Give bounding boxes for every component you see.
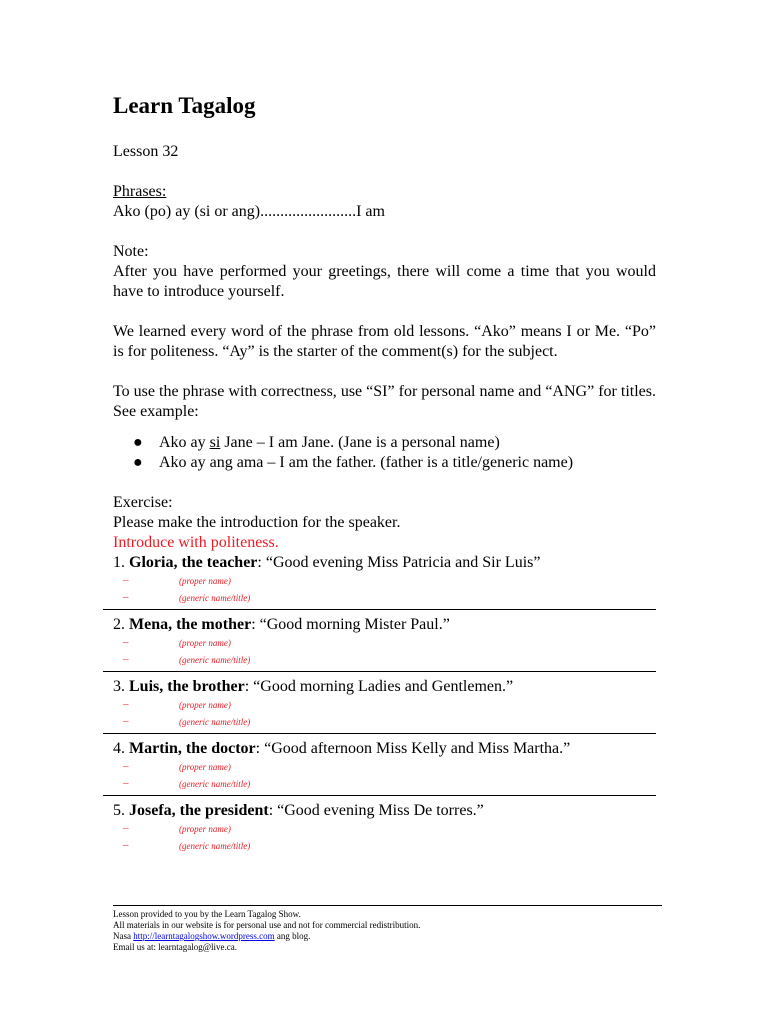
exercise-speaker: Gloria, the teacher: [129, 554, 258, 571]
proper-name-label: (proper name): [179, 638, 231, 648]
example-list: [113, 433, 656, 473]
exercise-number: 3.: [113, 678, 129, 695]
footer-line-3-prefix: Nasa: [113, 931, 134, 941]
example-2-text: Ako ay ang ama – I am the father. (father is a title/generic name): [159, 454, 574, 471]
phrases-heading: [113, 182, 656, 202]
dash-icon: –: [123, 653, 129, 665]
exercise-speaker: Josefa, the president: [129, 802, 269, 819]
proper-name-label: (proper name): [179, 700, 231, 710]
footer-line-2: All materials in our website is for personal use and not for commercial redistribution.: [113, 920, 421, 930]
dash-icon: –: [123, 777, 129, 789]
example-1-prefix: Ako ay: [159, 434, 210, 451]
bullet-icon: ●: [133, 434, 143, 451]
dash-icon: –: [123, 715, 129, 727]
blog-link[interactable]: http://learntagalogshow.wordpress.com: [133, 931, 275, 941]
footer-line-3-suffix: ang blog.: [274, 931, 311, 941]
proper-name-answer-line: [113, 635, 656, 652]
dash-icon: –: [123, 760, 129, 772]
list-item: [113, 453, 656, 473]
exercise-line: [113, 739, 656, 759]
exercise-number: 4.: [113, 740, 129, 757]
exercise-item: [113, 734, 656, 796]
generic-name-answer-line: [113, 838, 656, 855]
example-1-rest: Jane – I am Jane. (Jane is a personal name): [220, 434, 500, 451]
list-item: [113, 433, 656, 453]
exercise-quote: : “Good morning Ladies and Gentlemen.”: [244, 678, 514, 695]
dash-icon: –: [123, 839, 129, 851]
footer: [113, 903, 662, 953]
exercise-line: [113, 677, 656, 697]
generic-name-answer-line: [113, 590, 656, 607]
generic-name-label: (generic name/title): [179, 841, 251, 851]
generic-name-answer-line: [113, 652, 656, 669]
phrases-heading-text: Phrases:: [113, 183, 167, 200]
proper-name-label: (proper name): [179, 576, 231, 586]
note-paragraph: After you have performed your greetings, there will come a time that you would have to introduce yourself.: [113, 263, 656, 300]
lesson-number: Lesson 32: [113, 143, 179, 160]
generic-name-answer-line: [113, 714, 656, 731]
dash-icon: –: [123, 591, 129, 603]
proper-name-label: (proper name): [179, 824, 231, 834]
footer-divider: [113, 905, 662, 906]
note-heading: Note:: [113, 243, 149, 260]
exercise-line: [113, 615, 656, 635]
exercise-number: 1.: [113, 554, 129, 571]
exercise-speaker: Mena, the mother: [129, 616, 252, 633]
phrase-line: Ako (po) ay (si or ang)........................I am: [113, 203, 385, 220]
generic-name-label: (generic name/title): [179, 655, 251, 665]
exercise-quote: : “Good morning Mister Paul.”: [251, 616, 450, 633]
exercise-item: [113, 610, 656, 672]
exercise-number: 5.: [113, 802, 129, 819]
dash-icon: –: [123, 698, 129, 710]
footer-line-3: [113, 931, 662, 942]
explanation-paragraph: We learned every word of the phrase from old lessons. “Ako” means I or Me. “Po” is for politeness. “Ay” is the starter of the comment(s) for the subject.: [113, 323, 656, 360]
footer-line-1: Lesson provided to you by the Learn Tagalog Show.: [113, 909, 301, 919]
exercise-heading: Exercise:: [113, 494, 173, 511]
footer-line-4: Email us at: learntagalog@live.ca.: [113, 942, 237, 952]
exercise-quote: : “Good afternoon Miss Kelly and Miss Martha.”: [255, 740, 571, 757]
dash-icon: –: [123, 574, 129, 586]
generic-name-label: (generic name/title): [179, 717, 251, 727]
proper-name-answer-line: [113, 573, 656, 590]
generic-name-answer-line: [113, 776, 656, 793]
page-title: Learn Tagalog: [113, 93, 256, 118]
usage-paragraph: To use the phrase with correctness, use “SI” for personal name and “ANG” for titles. See example:: [113, 383, 656, 420]
bullet-icon: ●: [133, 454, 143, 471]
proper-name-answer-line: [113, 697, 656, 714]
exercise-line: [113, 553, 656, 573]
exercise-speaker: Martin, the doctor: [129, 740, 256, 757]
example-1-underlined: si: [209, 434, 221, 451]
exercise-instruction: Please make the introduction for the speaker.: [113, 514, 401, 531]
proper-name-answer-line: [113, 821, 656, 838]
exercise-item: [113, 672, 656, 734]
exercise-quote: : “Good evening Miss De torres.”: [268, 802, 484, 819]
exercise-line: [113, 801, 656, 821]
dash-icon: –: [123, 822, 129, 834]
politeness-note: Introduce with politeness.: [113, 534, 279, 551]
exercise-item: [113, 553, 656, 610]
proper-name-answer-line: [113, 759, 656, 776]
exercise-speaker: Luis, the brother: [129, 678, 245, 695]
document-page: [113, 92, 656, 855]
generic-name-label: (generic name/title): [179, 593, 251, 603]
proper-name-label: (proper name): [179, 762, 231, 772]
generic-name-label: (generic name/title): [179, 779, 251, 789]
dash-icon: –: [123, 636, 129, 648]
exercise-number: 2.: [113, 616, 129, 633]
exercise-item: [113, 796, 656, 855]
exercise-quote: : “Good evening Miss Patricia and Sir Luis”: [257, 554, 541, 571]
